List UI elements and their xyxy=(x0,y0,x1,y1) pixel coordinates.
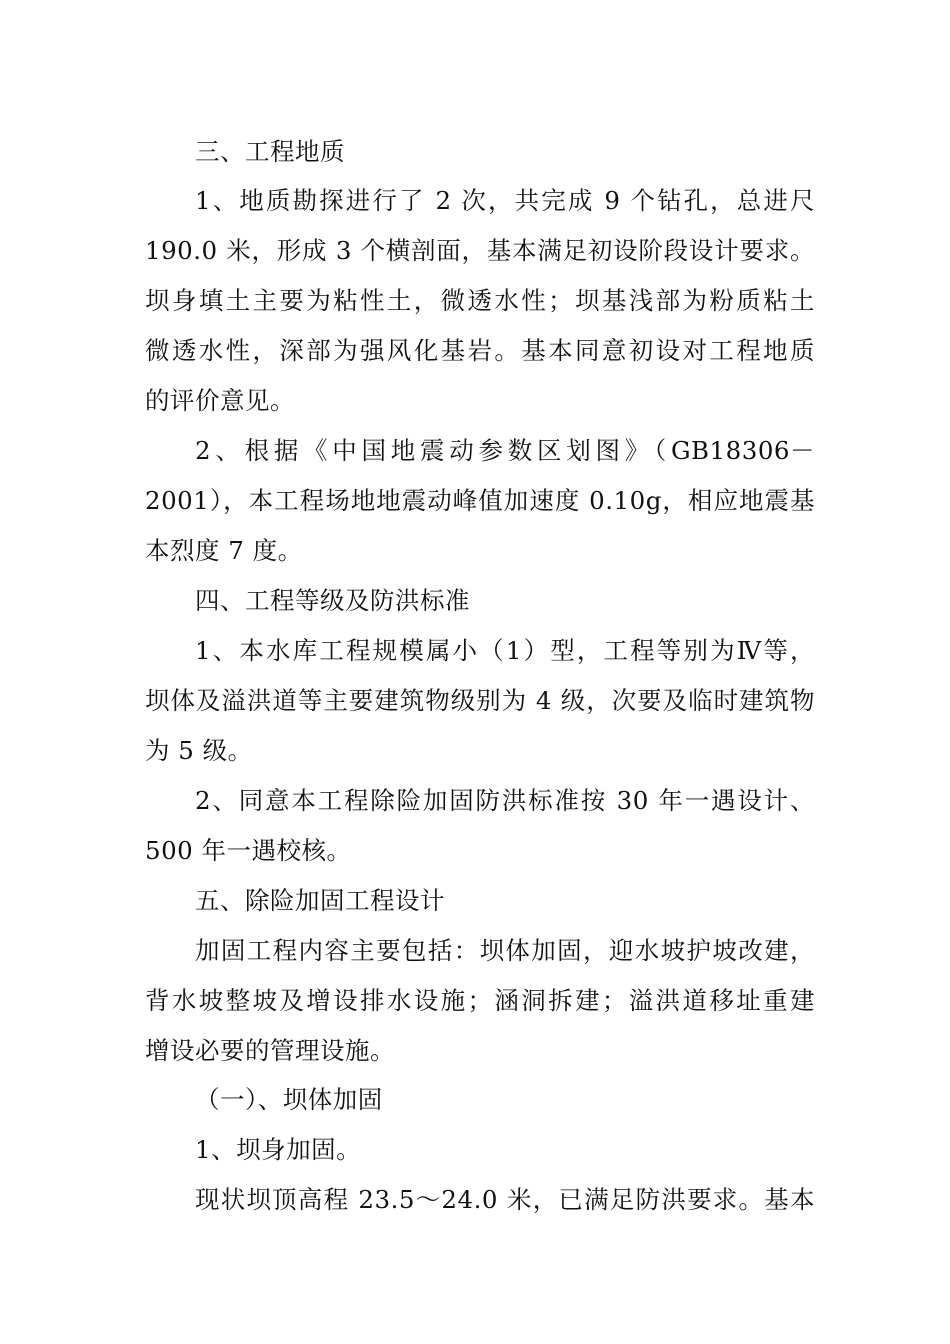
paragraph-line: 190.0 米，形成 3 个横剖面，基本满足初设阶段设计要求。 xyxy=(145,236,815,265)
paragraph-line: 2、根据《中国地震动参数区划图》（GB18306－ xyxy=(195,436,815,465)
paragraph-line: 1、坝身加固。 xyxy=(195,1135,362,1164)
paragraph-line: 2、同意本工程除险加固防洪标准按 30 年一遇设计、 xyxy=(195,786,815,815)
subsection-heading-dam: （一）、坝体加固 xyxy=(195,1085,383,1114)
paragraph-line: 现状坝顶高程 23.5～24.0 米，已满足防洪要求。基本 xyxy=(195,1185,815,1214)
paragraph-line: 加固工程内容主要包括：坝体加固，迎水坡护坡改建， xyxy=(195,936,815,965)
paragraph-line: 的评价意见。 xyxy=(145,386,295,415)
paragraph-line: 增设必要的管理设施。 xyxy=(145,1036,395,1065)
paragraph-line: 坝体及溢洪道等主要建筑物级别为 4 级，次要及临时建筑物 xyxy=(145,686,815,715)
paragraph-line: 坝身填土主要为粘性土，微透水性；坝基浅部为粉质粘土 xyxy=(145,286,815,315)
paragraph-line: 背水坡整坡及增设排水设施；涵洞拆建；溢洪道移址重建 xyxy=(145,986,815,1015)
paragraph-line: 1、本水库工程规模属小（1）型，工程等别为Ⅳ等， xyxy=(195,636,815,665)
section-heading-grade: 四、工程等级及防洪标准 xyxy=(195,586,470,615)
paragraph-line: 为 5 级。 xyxy=(145,736,253,765)
paragraph-line: 微透水性，深部为强风化基岩。基本同意初设对工程地质 xyxy=(145,336,815,365)
section-heading-design: 五、除险加固工程设计 xyxy=(195,886,445,915)
section-heading-geology: 三、工程地质 xyxy=(195,137,345,166)
paragraph-line: 500 年一遇校核。 xyxy=(145,836,352,865)
paragraph-line: 本烈度 7 度。 xyxy=(145,536,303,565)
paragraph-line: 2001），本工程场地地震动峰值加速度 0.10g，相应地震基 xyxy=(145,486,815,515)
paragraph-line: 1、地质勘探进行了 2 次，共完成 9 个钻孔，总进尺 xyxy=(195,186,815,215)
